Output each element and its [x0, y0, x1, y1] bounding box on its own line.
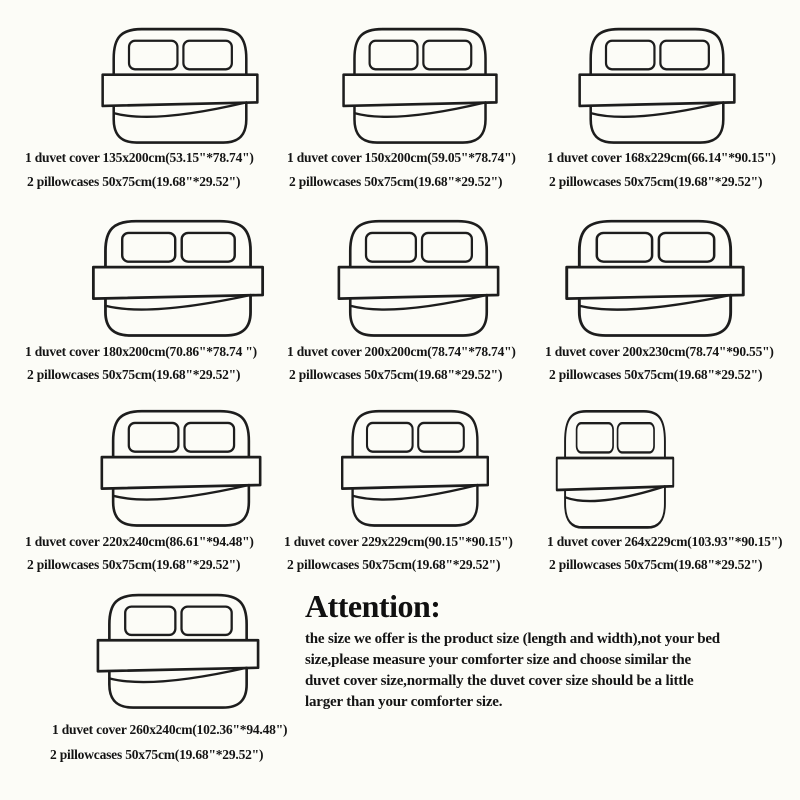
- pillowcase-size-label: 2 pillowcases 50x75cm(19.68"*29.52"): [27, 557, 241, 572]
- duvet-size-label: 1 duvet cover 220x240cm(86.61"*94.48"): [25, 534, 254, 549]
- pillowcase-size-label: 2 pillowcases 50x75cm(19.68"*29.52"): [549, 174, 763, 189]
- pillowcase-size-label: 2 pillowcases 50x75cm(19.68"*29.52"): [50, 747, 264, 762]
- pillowcase-size-label: 2 pillowcases 50x75cm(19.68"*29.52"): [27, 367, 241, 382]
- attention-line: duvet cover size,normally the duvet cover size should be a little: [305, 673, 694, 689]
- bed-illustration: [94, 404, 268, 530]
- duvet-size-label: 1 duvet cover 229x229cm(90.15"*90.15"): [284, 534, 513, 549]
- pillowcase-size-label: 2 pillowcases 50x75cm(19.68"*29.52"): [287, 557, 501, 572]
- duvet-size-label: 1 duvet cover 264x229cm(103.93"*90.15"): [547, 534, 783, 549]
- duvet-size-label: 1 duvet cover 150x200cm(59.05"*78.74"): [287, 150, 516, 165]
- attention-line: the size we offer is the product size (length and width),not your bed: [305, 631, 720, 647]
- pillowcase-size-label: 2 pillowcases 50x75cm(19.68"*29.52"): [289, 367, 503, 382]
- duvet-size-label: 1 duvet cover 260x240cm(102.36"*94.48"): [52, 722, 288, 737]
- attention-line: larger than your comforter size.: [305, 694, 503, 710]
- duvet-size-label: 1 duvet cover 200x200cm(78.74"*78.74"): [287, 344, 516, 359]
- attention-text: [305, 629, 720, 713]
- bed-illustration: [558, 214, 752, 340]
- pillowcase-size-label: 2 pillowcases 50x75cm(19.68"*29.52"): [289, 174, 503, 189]
- pillowcase-size-label: 2 pillowcases 50x75cm(19.68"*29.52"): [549, 367, 763, 382]
- pillowcase-size-label: 2 pillowcases 50x75cm(19.68"*29.52"): [549, 557, 763, 572]
- attention-title: Attention:: [305, 588, 441, 624]
- pillowcase-size-label: 2 pillowcases 50x75cm(19.68"*29.52"): [27, 174, 241, 189]
- bed-illustration: [331, 214, 506, 340]
- bed-illustration: [551, 404, 679, 532]
- bed-illustration: [95, 22, 265, 147]
- bed-illustration: [90, 588, 266, 712]
- duvet-size-label: 1 duvet cover 135x200cm(53.15"*78.74"): [25, 150, 254, 165]
- duvet-size-label: 1 duvet cover 180x200cm(70.86"*78.74 "): [25, 344, 257, 359]
- duvet-size-label: 1 duvet cover 200x230cm(78.74"*90.55"): [545, 344, 774, 359]
- bed-illustration: [335, 404, 495, 530]
- attention-line: size,please measure your comforter size and choose similar the: [305, 652, 692, 668]
- bed-illustration: [572, 22, 742, 147]
- bed-illustration: [336, 22, 504, 147]
- bed-illustration: [85, 214, 271, 340]
- duvet-size-label: 1 duvet cover 168x229cm(66.14"*90.15"): [547, 150, 776, 165]
